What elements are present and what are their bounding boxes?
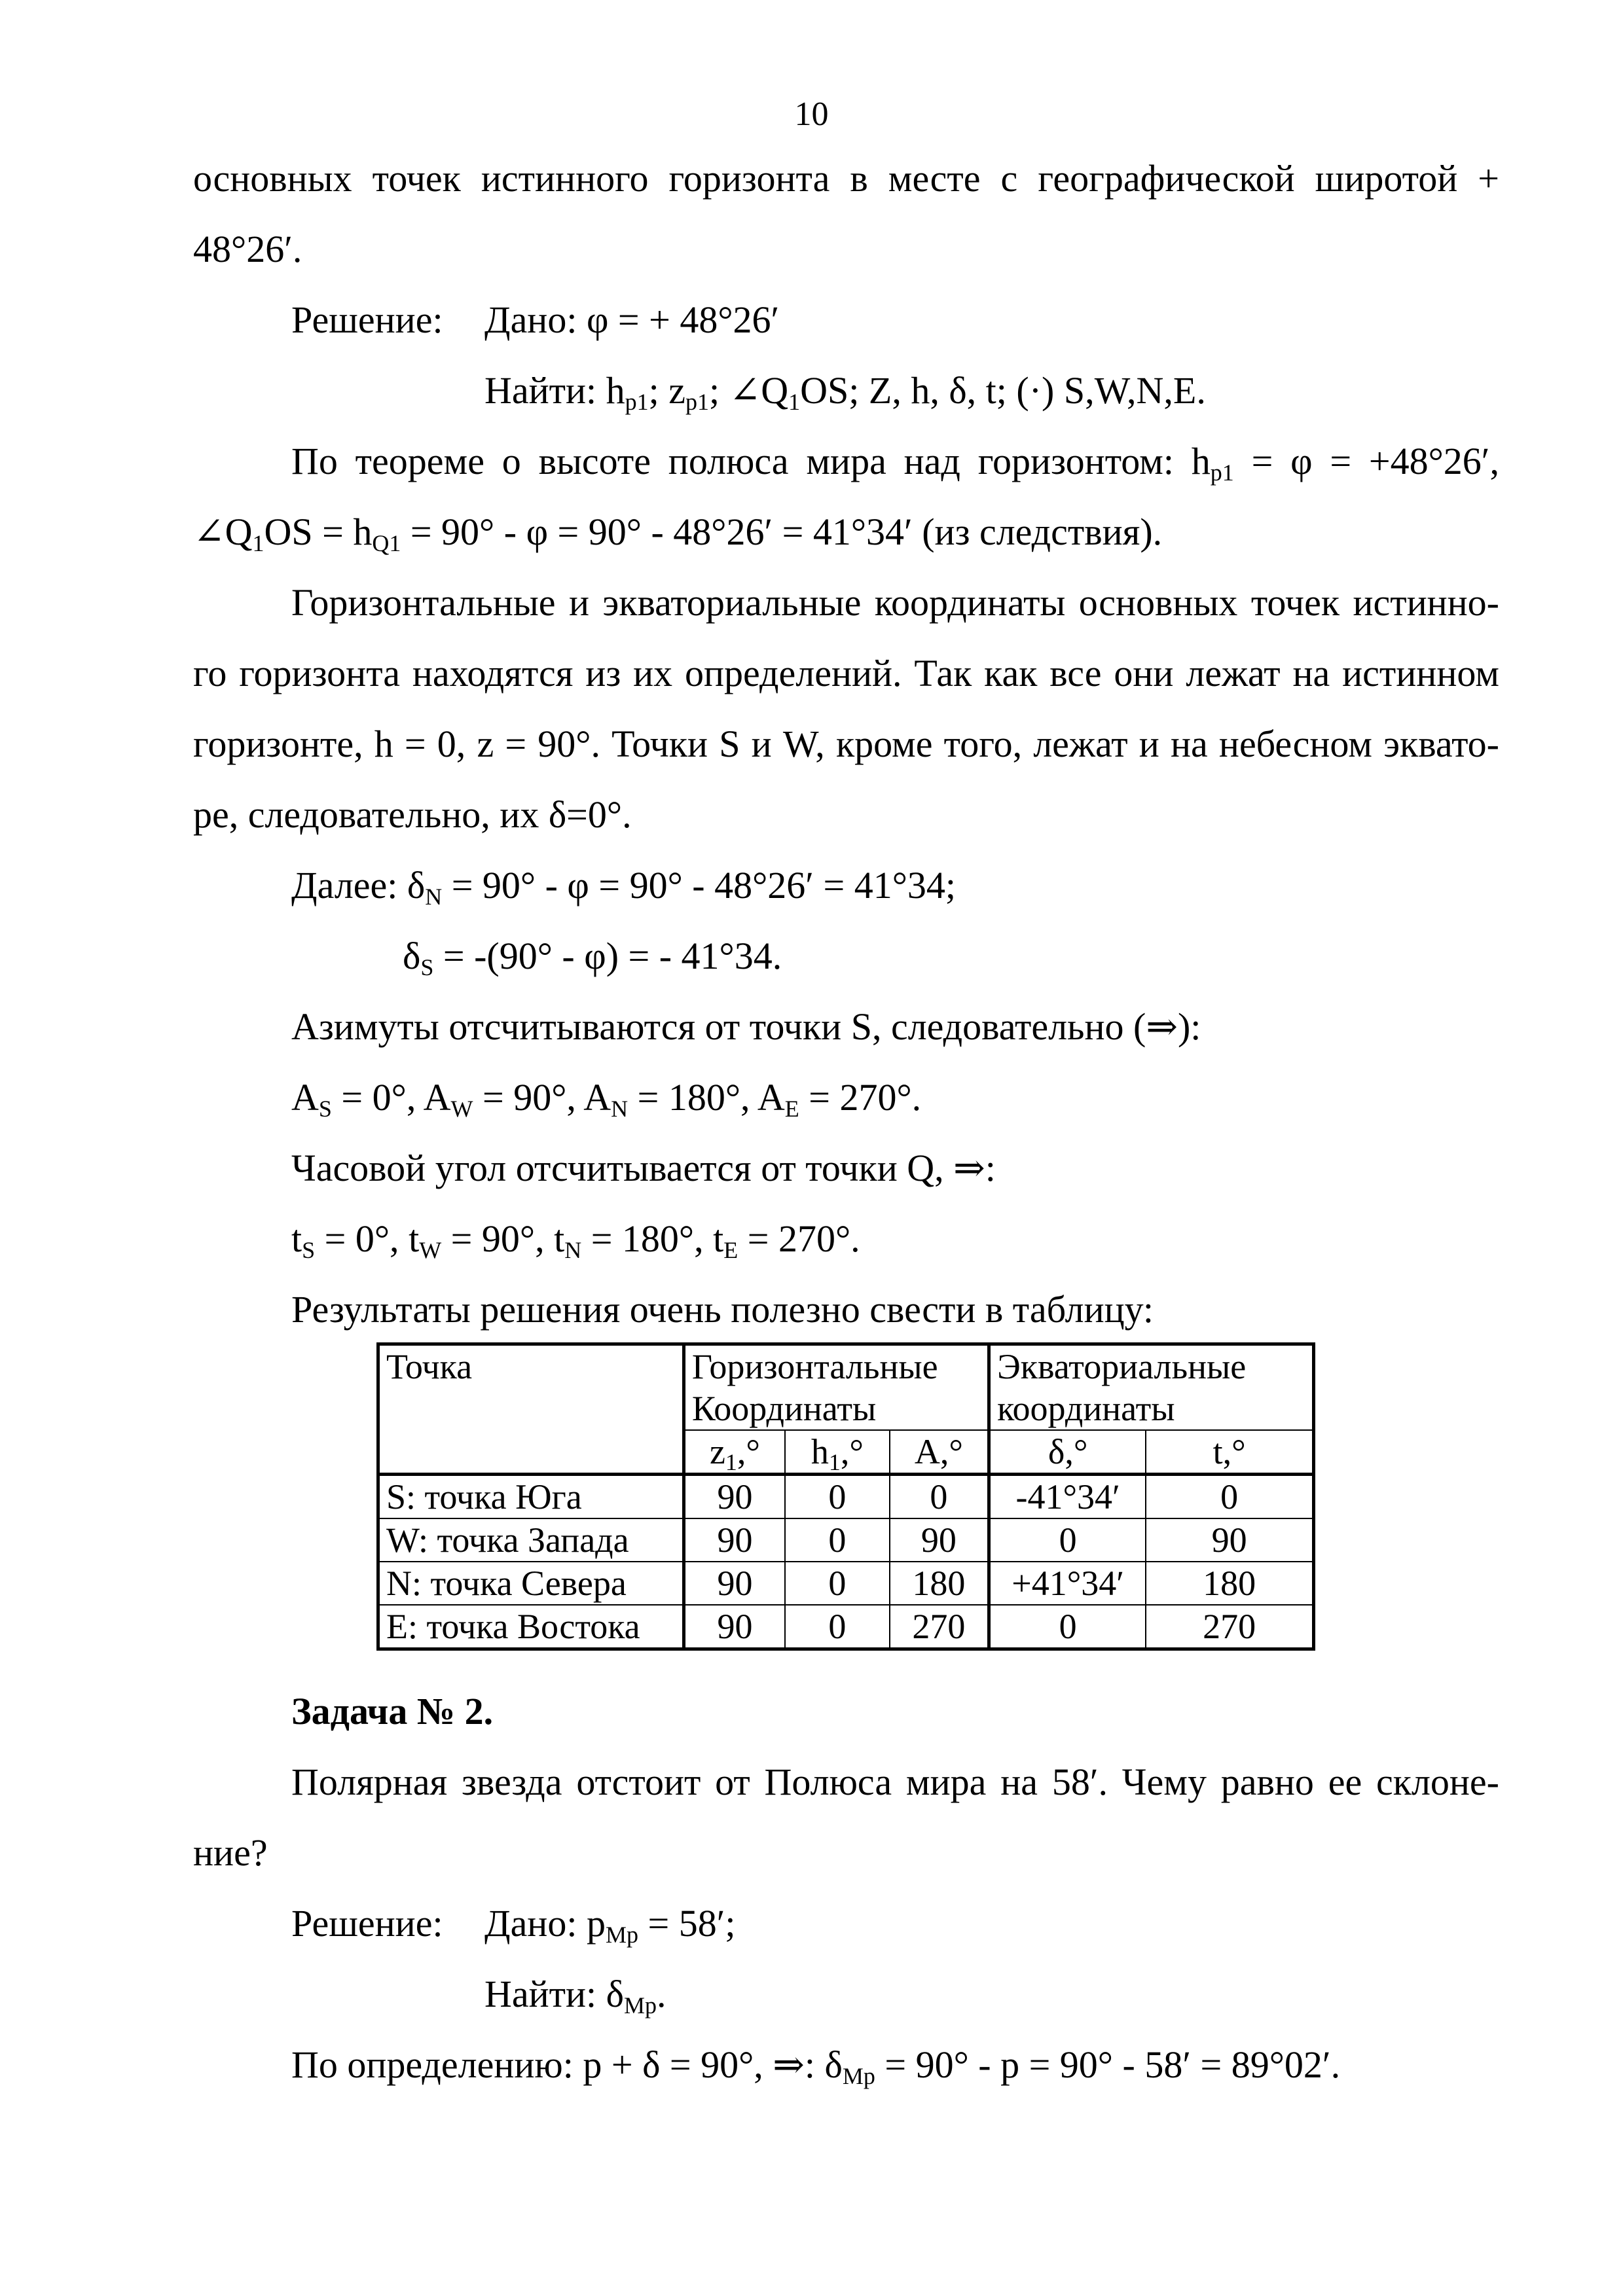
header-z: $z_1,^\circ$ [684,1430,785,1475]
table-intro: Результаты решения очень полезно свести в таблицу: [291,1288,1154,1331]
para2-line-3: горизонте, h = 0, z = 90°. Точки S и W, кроме того, лежат и на небесном эквато- [193,723,1499,765]
page-number: 10 [794,96,829,133]
azimuth-text: Азимуты отсчитываются от точки S, следовательно (⇒): [291,1005,1201,1048]
find-line: Найти: $h_{p1}$; $z_{p1}$; $\angle Q_1OS$; Z, h, δ, t; (·) S,W,N,E. [484,369,1206,415]
hour-angle-text: Часовой угол отсчитывается от точки Q, ⇒: [291,1147,996,1189]
intro-line-1: основных точек истинного горизонта в месте с географической широтой + [193,157,1499,200]
header-t: t,° [1146,1430,1313,1475]
para2-line-2: го горизонта находятся из их определений. Так как все они лежат на истинном [193,652,1499,694]
para2-line-1: Горизонтальные и экваториальные координаты основных точек истинно- [291,581,1499,624]
task2-question-line-1: Полярная звезда отстоит от Полюса мира на 58′. Чему равно ее склоне- [291,1761,1499,1803]
header-A: A,° [890,1430,989,1475]
task2-given: Дано: $p_{Mp} = 58'$; [484,1902,736,1948]
theorem-line-2: $\angle Q_1OS = h_{Q1} = 90^\circ - \varphi = 90^\circ - 48^\circ 26' = 41^\circ 34'$ (из следствия). [193,511,1163,556]
azimuth-values: $A_S = 0^\circ$, $A_W = 90^\circ$, $A_N = 180^\circ$, $A_E = 270^\circ$. [291,1076,922,1122]
task2-definition: По определению: p + δ = 90°, ⇒: $\delta_{Mp} = 90^\circ - p = 90^\circ - 58' = 89^\circ 02'$. [291,2043,1341,2089]
task2-solution-label: Решение: [291,1902,443,1945]
header-horizontal: Горизонтальные Координаты [684,1344,989,1431]
further-line-1: Далее: $\delta_N = 90^\circ - \varphi = 90^\circ - 48^\circ 26' = 41^\circ 34$; [291,864,957,910]
header-equatorial: Экваториальные координаты [989,1344,1314,1431]
header-point: Точка [378,1344,684,1475]
intro-line-2: 48°26′. [193,228,302,270]
results-table [376,1342,1315,1651]
theorem-line-1: По теореме о высоте полюса мира над горизонтом: $h_{p1} = \varphi = +48^\circ 26'$, [291,440,1499,486]
task2-find: Найти: $\delta_{Mp}$. [484,1973,666,2018]
solution-label: Решение: [291,298,443,341]
header-delta: δ,° [989,1430,1146,1475]
table-row: N: точка Севера 90 0 180 +41°34′ 180 [378,1562,1314,1605]
header-h: $h_1,^\circ$ [785,1430,890,1475]
table-row: W: точка Запада 90 0 90 0 90 [378,1518,1314,1562]
table-row: E: точка Востока 90 0 270 0 270 [378,1605,1314,1649]
task2-title: Задача № 2. [291,1690,494,1732]
table-row: S: точка Юга 90 0 0 -41°34′ 0 [378,1475,1314,1519]
hour-angle-values: $t_S = 0^\circ$, $t_W = 90^\circ$, $t_N = 180^\circ$, $t_E = 270^\circ$. [291,1217,860,1263]
para2-line-4: ре, следовательно, их δ=0°. [193,793,632,836]
task2-question-line-2: ние? [193,1831,268,1874]
further-line-2: $\delta_S = -(90^\circ - \varphi)$ = - 41°34. [403,935,782,980]
given-line: Дано: φ = + 48°26′ [484,298,780,341]
